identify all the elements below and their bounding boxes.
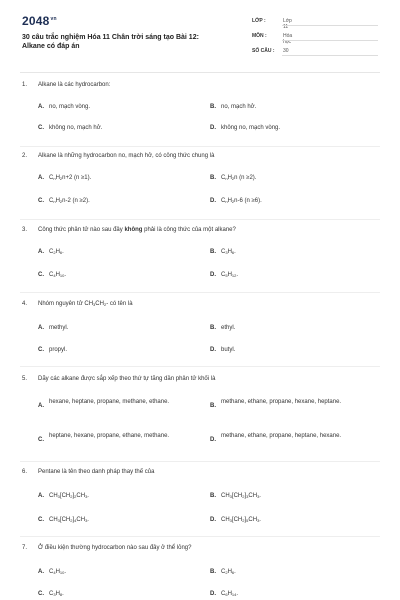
option-text: $C_4H_{10}$. <box>49 272 67 278</box>
option-text: $CH_3[CH_2]_3CH_3$. <box>221 493 261 499</box>
option-text: $C_4H_{10}$. <box>49 569 67 575</box>
option-label: C. <box>38 347 44 353</box>
stem-part: phải là công thức của một alkane? <box>142 227 236 233</box>
option-text: $C_2H_6$. <box>221 569 236 575</box>
document-header <box>0 0 400 72</box>
option-text: $C_nH_2n-6$ (n ≥6). <box>221 198 262 204</box>
option-text: ethyl. <box>221 325 236 331</box>
option-label: C. <box>38 517 44 523</box>
option-text: $C_5H_{12}$. <box>221 272 239 278</box>
option-label: C. <box>38 272 44 278</box>
option-label: B. <box>210 325 216 331</box>
stem-emphasis: không <box>124 227 143 233</box>
option-label: B. <box>210 493 216 499</box>
option-text: butyl. <box>221 347 236 353</box>
meta-underline <box>282 55 378 56</box>
option-label: D. <box>210 125 216 131</box>
option-label: D. <box>210 272 216 278</box>
option-label: A. <box>38 403 44 409</box>
option-label: C. <box>38 437 44 443</box>
meta-class-value: Lớp 11 <box>283 18 292 30</box>
question-stem: Dãy các alkane được sắp xếp theo thứ tự tăng dần phân tử khối là <box>38 376 216 382</box>
meta-count-label: SỐ CÂU : <box>252 48 275 54</box>
option-label: B. <box>210 104 216 110</box>
question-number: 7. <box>22 545 28 551</box>
meta-underline <box>282 25 378 26</box>
option-text: hexane, heptane, propane, methane, ethane. <box>49 399 170 405</box>
option-text: methane, ethane, propane, heptane, hexane. <box>221 433 342 439</box>
option-label: B. <box>210 403 216 409</box>
logo-suffix: vn <box>50 16 57 22</box>
header-divider <box>20 72 380 73</box>
option-label: C. <box>38 198 44 204</box>
site-logo[interactable] <box>22 14 57 28</box>
meta-underline <box>282 40 378 41</box>
stem-part: Công thức phân tử nào sau đây <box>38 227 125 233</box>
option-label: A. <box>38 175 44 181</box>
question-divider <box>20 461 380 462</box>
option-label: A. <box>38 325 44 331</box>
option-label: D. <box>210 517 216 523</box>
option-text: no, mạch vòng. <box>49 104 91 110</box>
question-stem: Pentane là tên theo danh pháp thay thế của <box>38 469 155 475</box>
question-stem: Alkane là những hydrocarbon no, mạch hở, có công thức chung là <box>38 153 215 159</box>
option-text: $C_nH_2n$ (n ≥2). <box>221 175 257 181</box>
question-stem: Nhóm nguyên tử $CH_3CH_2-$ có tên là <box>38 301 133 307</box>
question-divider <box>20 292 380 293</box>
option-label: A. <box>38 493 44 499</box>
option-text: không no, mạch hở. <box>49 125 103 131</box>
option-text: heptane, hexane, propane, ethane, methane. <box>49 433 170 439</box>
option-text: $C_nH_2n+2$ (n ≥1). <box>49 175 92 181</box>
question-divider <box>20 366 380 367</box>
question-stem: Ở điều kiện thường hydrocarbon nào sau đây ở thể lỏng? <box>38 545 192 551</box>
option-text: $C_3H_8$. <box>49 591 64 597</box>
question-divider <box>20 146 380 147</box>
question-number: 3. <box>22 227 28 233</box>
option-label: A. <box>38 104 44 110</box>
meta-subject-value: Hóa học <box>283 33 293 45</box>
option-text: $C_nH_2n-2$ (n ≥2). <box>49 198 90 204</box>
option-text: $CH_3[CH_2]_5CH_3$. <box>221 517 261 523</box>
option-label: D. <box>210 591 216 597</box>
option-label: B. <box>210 175 216 181</box>
option-text: $CH_3[CH_2]_4CH_3$. <box>49 517 89 523</box>
question-number: 6. <box>22 469 28 475</box>
question-number: 5. <box>22 376 28 382</box>
question-number: 1. <box>22 82 28 88</box>
question-number: 2. <box>22 153 28 159</box>
option-label: D. <box>210 437 216 443</box>
question-number: 4. <box>22 301 28 307</box>
option-text: no, mạch hở. <box>221 104 257 110</box>
question-stem: Alkane là các hydrocarbon: <box>38 82 111 88</box>
option-text: $CH_3[CH_2]_2CH_3$. <box>49 493 89 499</box>
option-label: A. <box>38 569 44 575</box>
option-label: C. <box>38 125 44 131</box>
meta-subject-label: MÔN : <box>252 33 267 39</box>
question-divider <box>20 219 380 220</box>
meta-count-value: 30 <box>283 48 289 54</box>
option-text: methane, ethane, propane, hexane, heptane. <box>221 399 342 405</box>
meta-class-label: LỚP : <box>252 18 266 24</box>
option-label: B. <box>210 249 216 255</box>
option-label: B. <box>210 569 216 575</box>
question-stem <box>38 227 378 233</box>
document-title: 30 câu trắc nghiệm Hóa 11 Chân trời sáng tạo Bài 12: Alkane có đáp án <box>22 34 199 50</box>
option-label: D. <box>210 347 216 353</box>
option-text: $C_3H_6$. <box>221 249 236 255</box>
question-divider <box>20 536 380 537</box>
option-text: methyl. <box>49 325 69 331</box>
option-label: A. <box>38 249 44 255</box>
option-text: $C_6H_{14}$. <box>221 591 239 597</box>
logo-text: 2048 <box>22 14 50 28</box>
option-text: $C_2H_6$. <box>49 249 64 255</box>
option-text: không no, mạch vòng. <box>221 125 281 131</box>
option-label: D. <box>210 198 216 204</box>
option-label: C. <box>38 591 44 597</box>
option-text: propyl. <box>49 347 68 353</box>
